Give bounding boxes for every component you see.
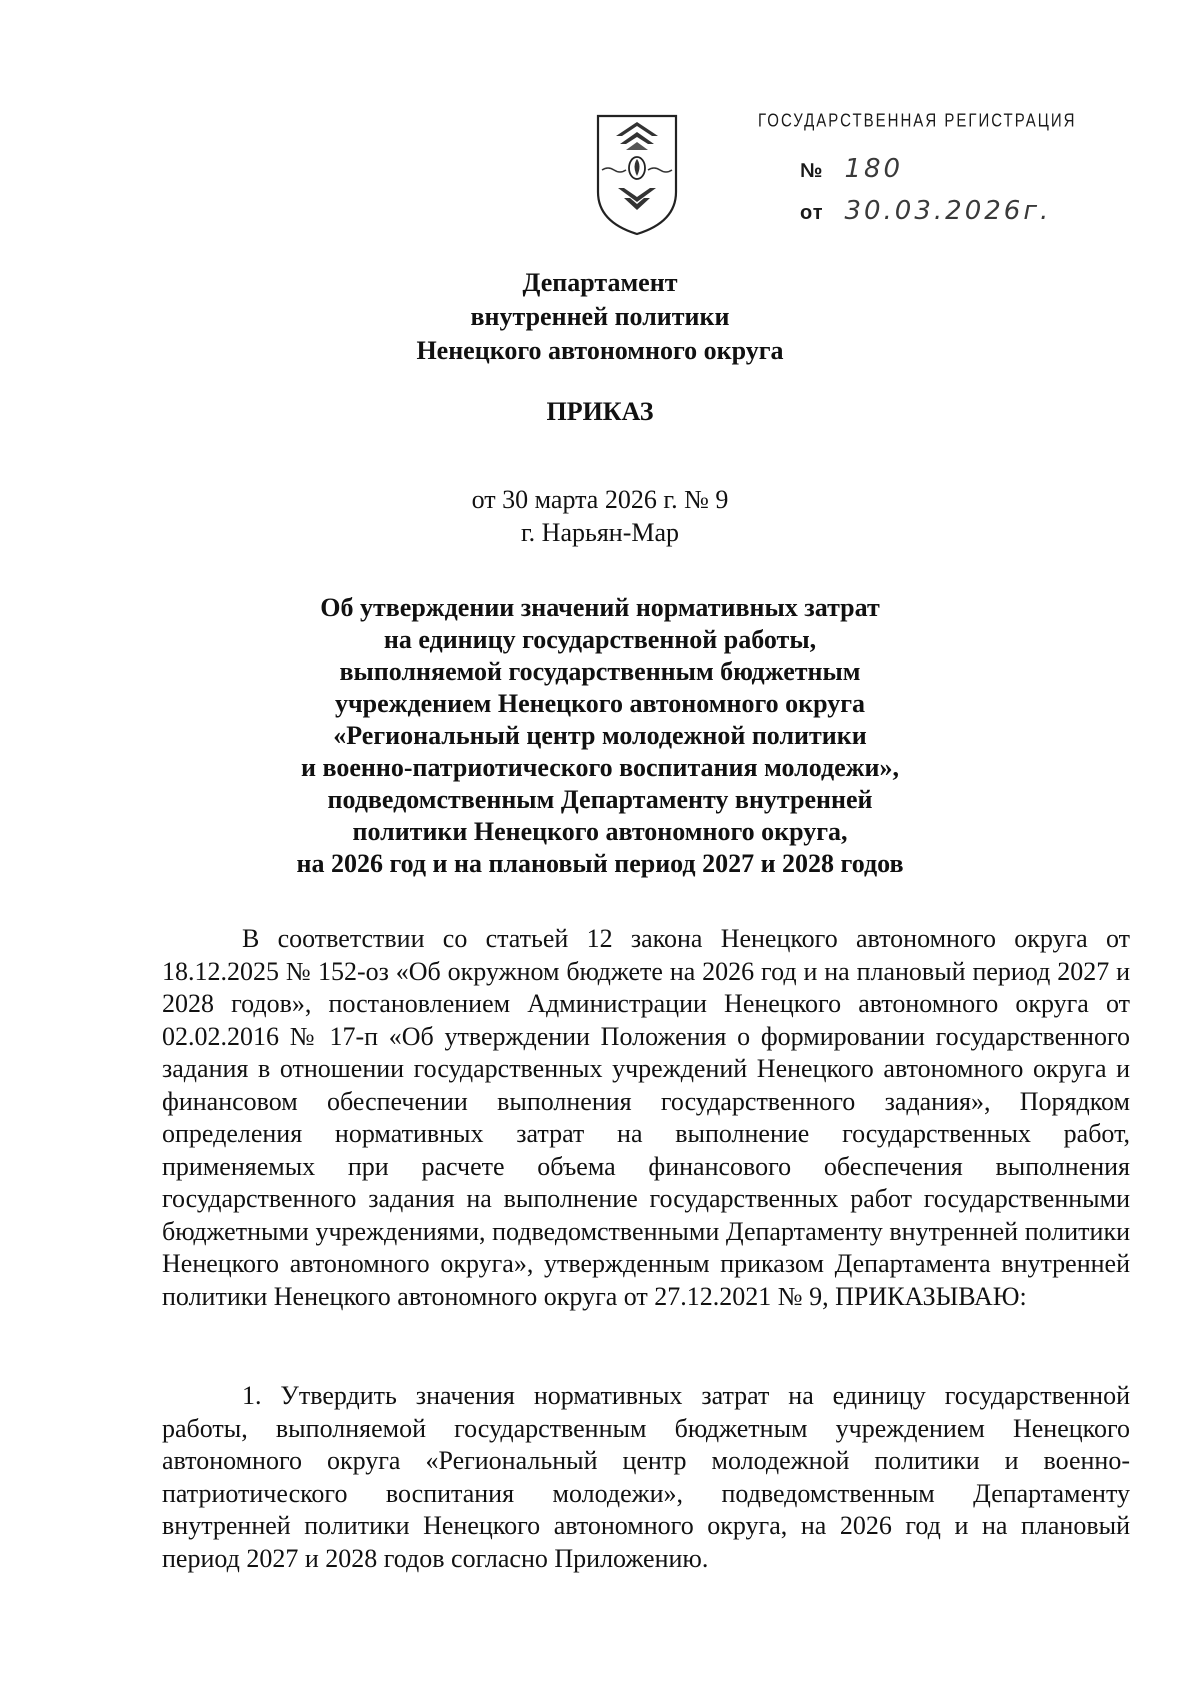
stamp-number-value: 180 [844, 154, 904, 184]
subject-line: «Региональный центр молодежной политики [333, 721, 867, 750]
order-date-number: от 30 марта 2026 г. № 9 [471, 485, 729, 514]
order-item-1: 1. Утвердить значения нормативных затрат на единицу государственной работы, выполняемой государственным бюджетным учреждением Ненецкого автономного округа «Региональный центр молодежной политики и военно-патриотического воспитания молодежи», подведомственным Департаменту внутренней политики Ненецкого автономного округа, на 2026 год и на плановый период 2027 и 2028 годов согласно Приложению. [162, 1381, 1130, 1573]
stamp-number-row [800, 154, 903, 184]
document-type: ПРИКАЗ [546, 397, 654, 426]
order-meta [0, 483, 1200, 549]
subject-line: подведомственным Департаменту внутренней [327, 785, 873, 814]
subject-line: выполняемой государственным бюджетным [339, 657, 861, 686]
order-city: г. Нарьян-Мар [520, 518, 680, 547]
org-line-1: Департамент [522, 268, 678, 297]
preamble-paragraph: В соответствии со статьей 12 закона Ненецкого автономного округа от 18.12.2025 № 152-оз «Об окружном бюджете на 2026 год и на плановый период 2027 и 2028 годов», постановлением Администрации Ненецкого автономного округа от 02.02.2016 № 17-п «Об утверждении Положения о формировании государственного задания в отношении государственных учреждений Ненецкого автономного округа и финансовом обеспечении выполнения государственного задания», Порядком определения нормативных затрат на выполнение государственных работ, применяемых при расчете объема финансового обеспечения выполнения государственного задания на выполнение государственных работ государственными бюджетными учреждениями, подведомственными Департаменту внутренней политики Ненецкого автономного округа», утвержденным приказом Департамента внутренней политики Ненецкого автономного округа от 27.12.2021 № 9, ПРИКАЗЫВАЮ: [162, 924, 1130, 1311]
stamp-date-label: от [800, 202, 824, 224]
organization-heading [0, 266, 1200, 368]
stamp-number-label: № [800, 160, 824, 182]
coat-of-arms-emblem [596, 114, 678, 236]
subject-line: учреждением Ненецкого автономного округа [334, 689, 866, 718]
org-line-2: внутренней политики [470, 302, 730, 331]
stamp-title: ГОСУДАРСТВЕННАЯ РЕГИСТРАЦИЯ [758, 110, 1077, 132]
stamp-date-row [800, 196, 1051, 226]
org-line-3: Ненецкого автономного округа [416, 336, 784, 365]
subject-line: и военно-патриотического воспитания молодежи», [301, 753, 899, 782]
subject-line: на единицу государственной работы, [383, 625, 817, 654]
registration-stamp [758, 110, 1077, 230]
order-subject [0, 592, 1200, 880]
stamp-date-value: 30.03.2026г. [844, 196, 1052, 226]
subject-line: на 2026 год и на плановый период 2027 и 2028 годов [296, 849, 904, 878]
subject-line: Об утверждении значений нормативных затрат [320, 593, 880, 622]
subject-line: политики Ненецкого автономного округа, [352, 817, 848, 846]
